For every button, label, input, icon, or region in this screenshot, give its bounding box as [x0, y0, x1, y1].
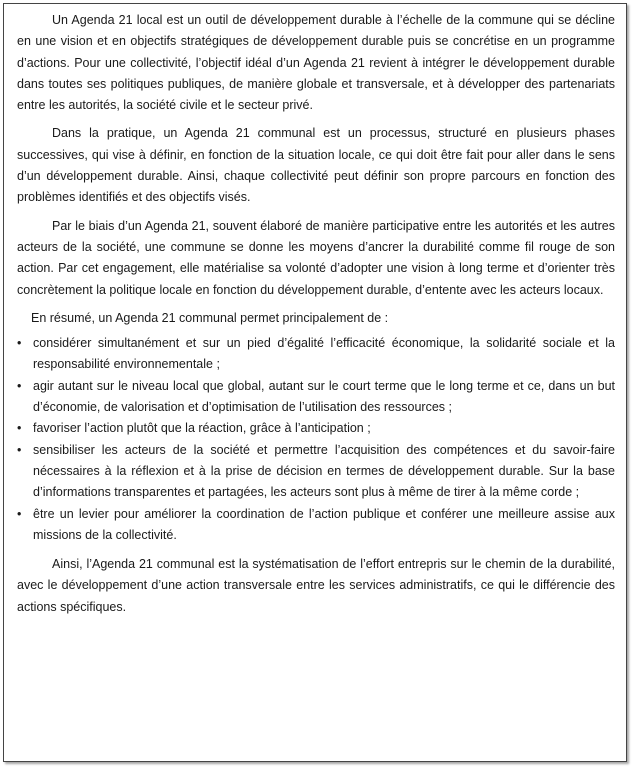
- list-item-text: agir autant sur le niveau local que global, autant sur le court terme que le long terme et ce, dans un but d’économie, de valorisation et d’optimisation de l’utilisation des ressources ;: [33, 378, 615, 415]
- bullet-icon: •: [17, 336, 22, 351]
- document-body: [17, 10, 615, 625]
- list-item: [17, 333, 615, 376]
- benefits-list: [17, 333, 615, 546]
- paragraph-definition: Un Agenda 21 local est un outil de développement durable à l’échelle de la commune qui se décline en une vision et en objectifs stratégiques de développement durable puis se concrétise en un programme d’actions. Pour une collectivité, l’objectif idéal d’un Agenda 21 revient à intégrer le développement durable dans toutes ses politiques publiques, de manière globale et transversale, et à développer des partenariats entre les autorités, la société civile et le secteur privé.: [17, 13, 615, 113]
- list-intro: En résumé, un Agenda 21 communal permet principalement de :: [31, 310, 389, 325]
- document-frame: [3, 3, 627, 762]
- list-item: [17, 418, 615, 439]
- paragraph-participation: Par le biais d’un Agenda 21, souvent élaboré de manière participative entre les autorités et les autres acteurs de la société, une commune se donne les moyens d’ancrer la durabilité comme fil rouge de son action. Par cet engagement, elle matérialise sa volonté d’adopter une vision à long terme et d’orienter très concrètement la politique locale en fonction du développement durable, d’entente avec les acteurs locaux.: [17, 218, 615, 297]
- list-item-text: être un levier pour améliorer la coordination de l’action publique et conférer une meilleure assise aux missions de la collectivité.: [33, 506, 615, 542]
- bullet-icon: •: [17, 421, 22, 436]
- bullet-icon: •: [17, 442, 22, 457]
- paragraph-practice: Dans la pratique, un Agenda 21 communal est un processus, structuré en plusieurs phases successives, qui vise à définir, en fonction de la situation locale, ce qui doit être fait pour aller dans le sens d’un développement durable. Ainsi, chaque collectivité peut définir son propre parcours en fonction des problèmes identifiés et des objectifs visés.: [17, 126, 615, 205]
- list-item: [17, 440, 615, 504]
- list-item-text: considérer simultanément et sur un pied d’égalité l’efficacité économique, la solidarité sociale et la responsabilité environnementale ;: [33, 336, 615, 372]
- list-item-text: sensibiliser les acteurs de la société et permettre l’acquisition des compétences et du savoir-faire nécessaires à la réflexion et à la prise de décision en termes de développement durable. Sur la base d’informations transparentes et partagées, les acteurs sont plus à même de tirer à la même corde ;: [33, 442, 615, 500]
- list-item-text: favoriser l’action plutôt que la réaction, grâce à l’anticipation ;: [33, 421, 371, 436]
- bullet-icon: •: [17, 506, 22, 521]
- list-item: [17, 376, 615, 419]
- paragraph-conclusion: Ainsi, l’Agenda 21 communal est la systématisation de l’effort entrepris sur le chemin de la durabilité, avec le développement d’une action transversale entre les services administratifs, ce qui le différencie des actions spécifiques.: [17, 557, 615, 614]
- bullet-icon: •: [17, 378, 22, 393]
- list-item: [17, 504, 615, 547]
